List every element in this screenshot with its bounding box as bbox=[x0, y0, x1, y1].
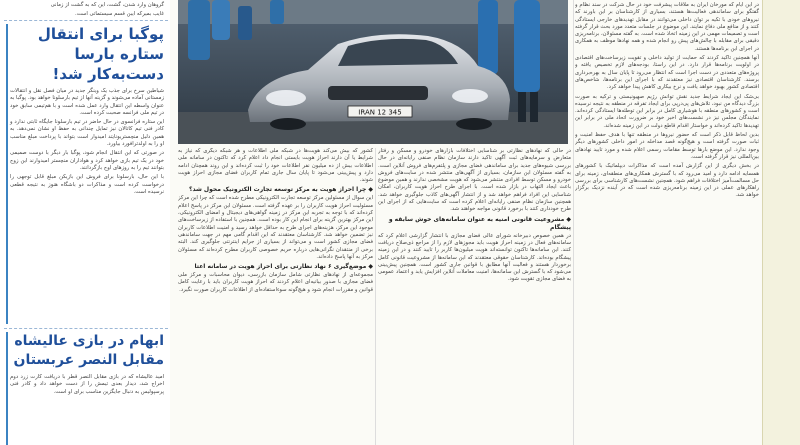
article-pogba-paragraph-2: این ستاره فرانسوی در حال حاضر در تیم بارسلونا جایگاه ثابتی ندارد و کادر فنی تیم کاتالان نیز تمایل چندانی به حفظ او نشان نمی‌دهد. به همین دلیل منچستریونایتد امیدوار است بتواند با پرداخت مبلغ مناسب او را به اولدترافورد بیاورد. bbox=[10, 119, 164, 148]
mid-column-right bbox=[378, 148, 571, 445]
right-paragraph-1: در این ایام که مورخان ایران به ملاقات پیشرفت خود در حال شرکت در سند نظام و گفتگو برای ساماندهی فعالیت‌ها هستند، بسیاری از کارشناسان بر این باورند که نیروهای خودی با تکیه بر توان داخلی می‌توانند در مقابل تهدیدهای خارجی ایستادگی کنند و از منافع ملی دفاع نمایند. این موضوع در جلسات متعدد مورد بحث قرار گرفته است و تصمیمات مهمی در این زمینه اتخاذ شده است. به گفته مسئولان، برنامه‌ریزی دقیقی برای مقابله با چالش‌های پیش رو انجام شده و همه نهادها موظف به همکاری در اجرای این برنامه‌ها هستند. bbox=[575, 2, 759, 52]
left-top-line-2: غایب بمیرکه ایبن قسم سیستماتی است. bbox=[75, 11, 164, 18]
mid-column-left bbox=[178, 148, 373, 445]
mid1-heading-2: ◆ موضع‌گیری ۶ نهاد نظارتی برای احراز هویت در سامانه اعتا bbox=[194, 263, 373, 271]
mid2-heading-1: ◆ مشروعیت قانونی امنیه به عنوان سامانه‌های خوش سابقه و پیشگام bbox=[388, 215, 571, 231]
mid1-intro: کشور که بیش می‌کند هویت‌ها در شبکه ملی اطلاعات و هر شبکه دیگری که نیاز به شرایط یا آن دارند احراز هویت بایستی انجام داد اعلام کرد که تاکنون در سامانه ملی اطلاعات بیش از ده میلیون نفر اطلاعات خود را ثبت کرده‌اند و این روند همچنان ادامه دارد و پیش‌بینی می‌شود تا پایان سال جاری تمام کاربران فضای مجازی احراز هویت شوند. bbox=[178, 148, 373, 184]
mid2-section-1-text: در همین خصوص دبیرخانه شورای عالی فضای مجازی با انتشار گزارشی اعلام کرد که سامانه‌های فعال در زمینه احراز هویت باید مجوزهای لازم را از مراجع ذی‌صلاح دریافت کنند. این سامانه‌ها تاکنون توانسته‌اند هویت میلیون‌ها کاربر را تایید کنند و در این زمینه پیشگام بوده‌اند. کارشناسان حقوقی معتقدند که این سامانه‌ها از مشروعیت قانونی کامل برخوردار هستند و فعالیت آنها مطابق با قوانین جاری کشور است. همچنین پیش‌بینی می‌شود که با گسترش این سامانه‌ها، امنیت معاملات آنلاین افزایش یابد و اعتماد عمومی به فضای مجازی تقویت شود. bbox=[378, 232, 571, 283]
license-plate: IRAN 12 345 bbox=[358, 108, 402, 117]
column-divider-right bbox=[573, 0, 574, 445]
car-assembly-illustration bbox=[178, 0, 568, 144]
article-pogba-paragraph-1: شیاطین سرخ برای جذب یک وینگر جدید در میان فصل نقل و انتقالات زمستانی آماده می‌شوند و گزینه آنها از تیم بارسلونا خواهد بود. پوگبا به عنوان واسطه این انتقال وارد عمل شده است و با هم‌تیمی سابق خود در تیم ملی فرانسه صحبت کرده است. bbox=[10, 88, 164, 116]
page-edge-strip bbox=[762, 0, 800, 445]
article-alishah bbox=[6, 332, 168, 445]
article-pogba-paragraph-3: در صورتی که این انتقال انجام شود، پوگبا بار دیگر با دوست صمیمی خود در یک تیم بازی خواهد کرد و هواداران منچستر امیدوارند این زوج بتوانند تیم را به روزهای اوج بازگردانند. bbox=[10, 150, 164, 171]
factory-car-photo bbox=[178, 0, 568, 144]
mid1-heading-1: ◆ چرا احراز هویت به مرکز توسعه تجارت الکترونیک محول شد؟ bbox=[189, 186, 373, 194]
right-paragraph-3: بی‌شک این ایجاد شرایط جدید نقش توانش رژیم صهیونیستی و ترکیه به صورت بزرگ دیدگاه من نبود، تلاش‌های پی‌درپی برای ایجاد تفرقه در منطقه به نتیجه نرسیده است و کشورهای منطقه با هوشیاری کامل در برابر این توطئه‌ها ایستادگی کرده‌اند. نمایندگان مجلس نیز در نشست‌های اخیر خود بر ضرورت اتحاد ملی در برابر این تهدیدها تاکید کرده‌اند و خواستار اقدام قاطع دولت در این زمینه شده‌اند. bbox=[575, 93, 759, 129]
article-pogba-title: پوگبا برای انتقال ستاره بارسا دست‌به‌کار شد! bbox=[37, 25, 164, 83]
left-top-line-1: گروهان وارد شدن، گشت، این که به گشت از زمانی bbox=[50, 2, 164, 8]
left-top-snippet bbox=[8, 2, 164, 21]
article-pogba bbox=[6, 24, 168, 324]
right-paragraph-5: در بخش دیگری از این گزارش آمده است که مذاکرات دیپلماتیک با کشورهای همسایه ادامه دارد و امید می‌رود که با گسترش همکاری‌های منطقه‌ای، زمینه برای حل مسالمت‌آمیز اختلافات فراهم شود. همچنین نشست‌های کارشناسی برای بررسی راهکارهای عملی در این زمینه برنامه‌ریزی شده است که در آینده نزدیک برگزار خواهد شد. bbox=[575, 163, 759, 199]
left-news-column bbox=[0, 0, 170, 445]
bullet-icon: ◆ bbox=[564, 215, 571, 223]
bullet-icon: ◆ bbox=[366, 186, 373, 194]
article-alishah-paragraph-1: امید عالیشاه که در بازی مقابل النصر قطر با دریافت کارت زرد دوم اخراج شد، دیدار بعدی تیمش را از دست خواهد داد و کادر فنی پرسپولیس به دنبال جایگزین مناسب برای او است. bbox=[10, 374, 164, 395]
article-pogba-paragraph-4: با این حال، بارسلونا برای فروش این بازیکن مبلغ قابل توجهی را درخواست کرده است و مذاکرات دو باشگاه هنوز به نتیجه قطعی نرسیده است. bbox=[10, 174, 164, 195]
right-paragraph-2: آنها همچنین تاکید کردند که حمایت از تولید داخلی و تقویت زیرساخت‌های اقتصادی در اولویت برنامه‌ها قرار دارد. در این راستا، بودجه‌های لازم تخصیص یافته و پروژه‌های متعددی در دست اجرا است که انتظار می‌رود تا پایان سال به بهره‌برداری برسند. کارشناسان اقتصادی نیز معتقدند که با اجرای این برنامه‌ها، شاخص‌های اقتصادی کشور بهبود خواهد یافت و نرخ بیکاری کاهش پیدا خواهد کرد. bbox=[575, 55, 759, 91]
mid2-intro: در حالی که نهادهای نظارتی بر شناسایی اختلافات بازارهای خودرو و مسکن و رفتار متعارض و سرمایه‌های ثبت آگهی تاکید دارند سازمان نظام صنفی رایانه‌ای در حال بررسی شیوه‌های جدید برای ساماندهی فضای مجازی و پلتفرم‌های فروش آنلاین است. به گفته مسئولان این سازمان، بسیاری از آگهی‌های منتشر شده در سایت‌های فروش خودرو و مسکن توسط افرادی منتشر می‌شود که هویت مشخصی ندارند و همین موضوع باعث ایجاد التهاب در بازار شده است. با اجرای طرح احراز هویت کاربران، امکان شناسایی این افراد فراهم خواهد شد و از انتشار آگهی‌های کاذب جلوگیری خواهد شد. همچنین سازمان نظام صنفی رایانه‌ای اعلام کرده است که سایت‌هایی که از اجرای این طرح خودداری کنند با برخورد قانونی مواجه خواهند شد. bbox=[378, 148, 571, 213]
column-divider-mid bbox=[375, 148, 376, 445]
mid1-section-1-text: این سوال از مسئولین مرکز توسعه تجارت الکترونیکی مطرح شده است که چرا این مرکز مسئولیت احراز هویت کاربران را بر عهده گرفته است. مسئولان این مرکز در پاسخ اعلام کرده‌اند که با توجه به تجربه این مرکز در زمینه گواهی‌های دیجیتال و امضای الکترونیکی، این مرکز بهترین گزینه برای انجام این کار بوده است. همچنین با استفاده از زیرساخت‌های موجود این مرکز، هزینه‌های اجرای طرح به حداقل خواهد رسید و امنیت اطلاعات کاربران نیز تضمین خواهد شد. کارشناسان معتقدند که این اقدام گامی مهم در جهت ساماندهی فضای مجازی کشور است و می‌تواند از بسیاری از جرایم اینترنتی جلوگیری کند. البته برخی از منتقدان نگرانی‌هایی درباره حریم خصوصی کاربران مطرح کرده‌اند که مسئولان مرکز به آنها پاسخ داده‌اند. bbox=[178, 195, 373, 260]
article-alishah-title: ابهام در بازی عالیشاه مقابل النصر عربستان bbox=[13, 333, 164, 368]
mid1-section-2-text: مجموعه‌ای از نهادهای نظارتی شامل سازمان بازرسی، دیوان محاسبات و مرکز ملی فضای مجازی با صدور بیانیه‌ای اعلام کردند که احراز هویت کاربران باید با رعایت کامل قوانین و مقررات انجام شود و هیچ‌گونه سوءاستفاده‌ای از اطلاعات کاربران صورت نگیرد. bbox=[178, 272, 373, 293]
bullet-icon: ◆ bbox=[366, 263, 373, 271]
left-divider-2 bbox=[4, 328, 168, 329]
left-divider-1 bbox=[4, 20, 168, 21]
right-news-column bbox=[575, 0, 759, 445]
right-paragraph-4: بدین لحاظ قابل ذکر است که حضور نیروها در منطقه تنها با هدف حفظ امنیت و ثبات صورت گرفته است و هیچ‌گونه قصد مداخله در امور داخلی کشورهای دیگر وجود ندارد. این موضع بارها توسط مقامات رسمی اعلام شده و مورد تایید نهادهای بین‌المللی نیز قرار گرفته است. bbox=[575, 132, 759, 160]
